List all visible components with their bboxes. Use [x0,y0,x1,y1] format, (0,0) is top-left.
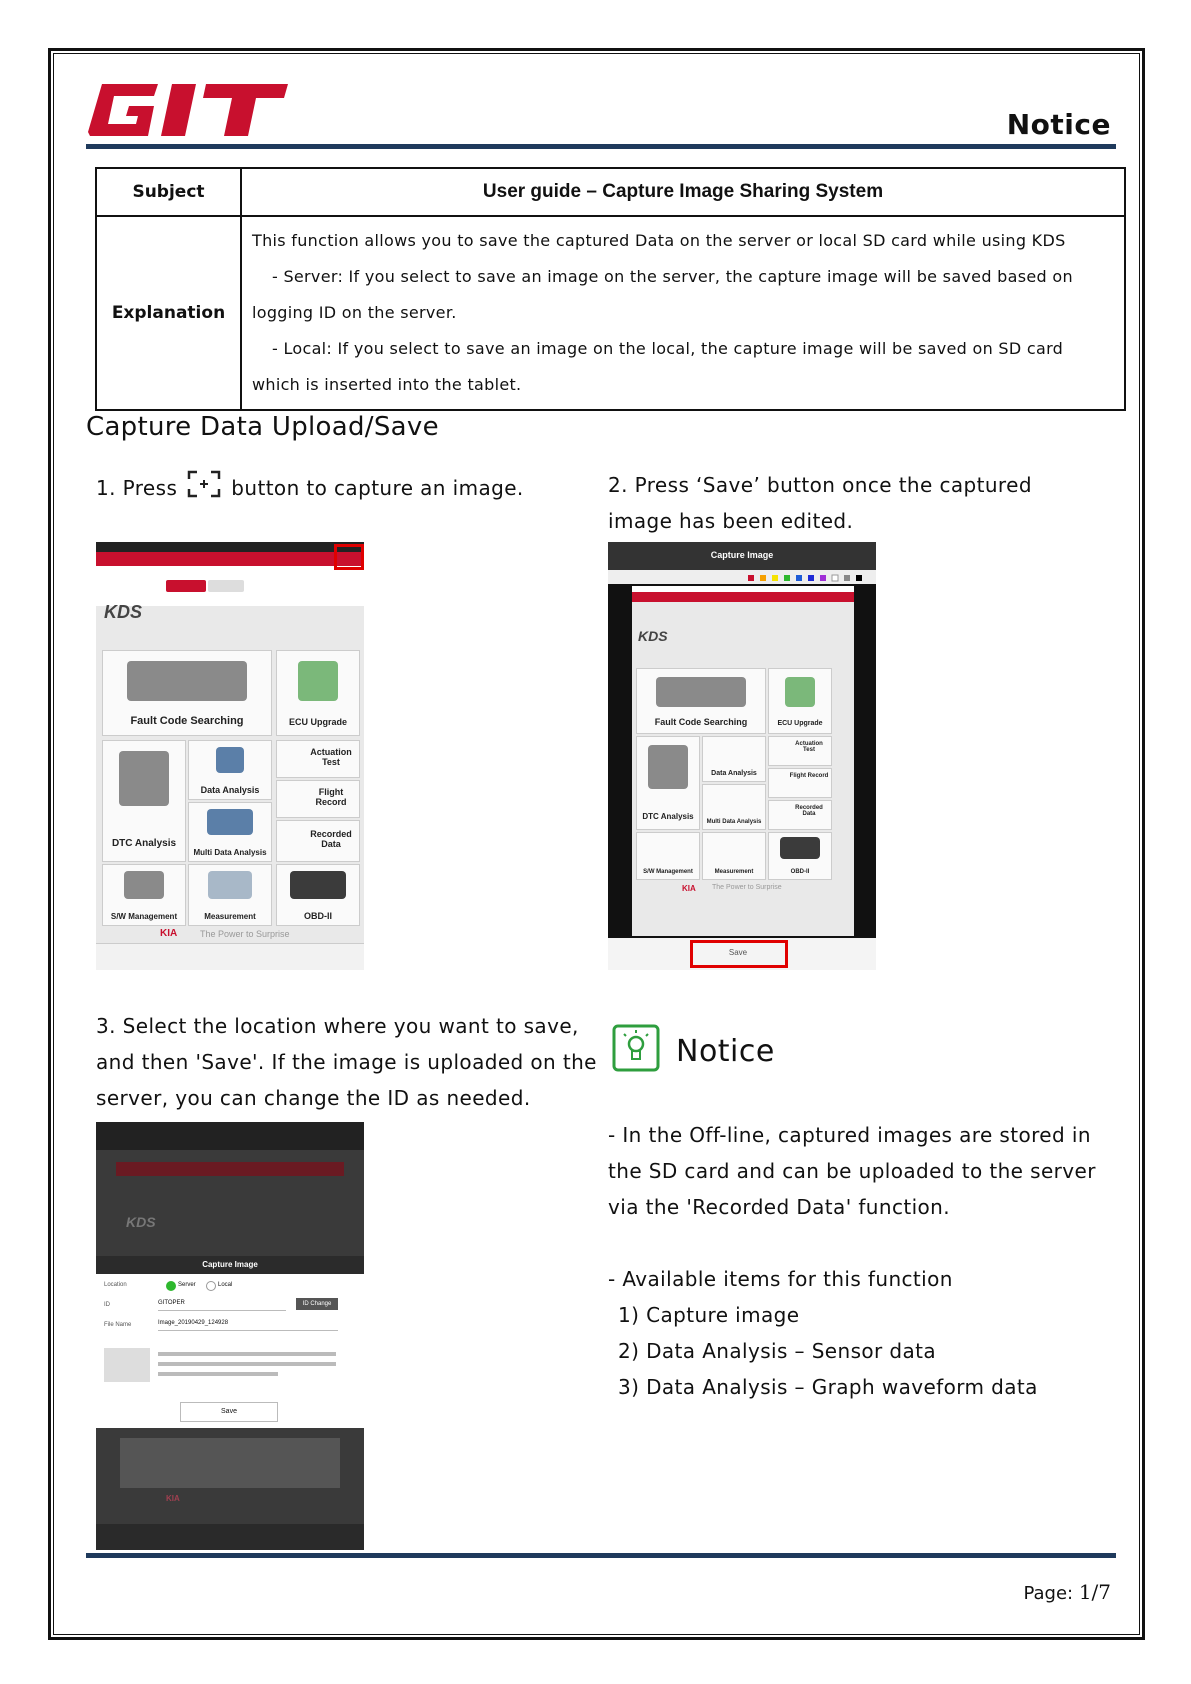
footer-rule [86,1553,1116,1558]
lightbulb-icon [612,1024,660,1076]
capture-dialog [96,1256,364,1428]
tile-measurement [702,832,766,880]
header-rule [86,144,1116,149]
dim-tiles [120,1438,340,1488]
save-dialog-screenshot [96,1122,364,1550]
tile-recorded [276,820,360,862]
tile-multi-data [702,784,766,830]
tile-dtc [102,740,186,862]
tile-obd [276,864,360,926]
notice-item: 2) Data Analysis – Sensor data [618,1339,937,1363]
page-number [1023,1580,1111,1604]
tile-data-analysis [702,736,766,782]
multi-data-icon [207,809,253,835]
location-label: Location [104,1282,127,1288]
tile-fault-code [636,668,766,734]
subject-label: Subject [96,168,241,216]
id-label: ID [104,1302,110,1308]
capture-title: Capture Image [710,550,774,560]
notice-line: the SD card and can be uploaded to the server [608,1159,1096,1183]
tile-label: Actuation Test [310,747,352,767]
bottom-nav [96,943,364,970]
tile-label: S/W Management [643,869,693,875]
capture-edit-screenshot [608,542,876,970]
notice-body [608,1117,1128,1405]
tile-label: Recorded Data [795,805,823,817]
obd-icon [290,871,346,899]
tile-label: OBD-II [790,869,810,875]
tile-label: ECU Upgrade [288,717,347,727]
tile-label: ECU Upgrade [777,720,823,727]
kds-logo: KDS [104,602,143,622]
kia-slogan: The Power to Surprise [712,884,782,891]
step-2-line: image has been edited. [608,509,854,533]
kds-logo: KDS [638,628,668,644]
capture-title-bar [608,542,876,570]
obd-icon [780,837,820,859]
notice-line: - Available items for this function [608,1267,953,1291]
kds-update-tab [166,580,206,592]
step-3-line: and then 'Save'. If the image is uploaded on the [96,1050,597,1074]
step-3 [96,1008,597,1116]
preview-redbar [632,592,854,602]
subject-value: User guide – Capture Image Sharing System [241,168,1125,216]
step-3-line: 3. Select the location where you want to save, [96,1014,579,1038]
tile-label: Fault Code Searching [654,717,748,727]
tile-label: DTC Analysis [111,838,177,849]
server-radio[interactable] [166,1281,176,1291]
tile-data-analysis [188,740,272,800]
notice-item: 1) Capture image [618,1303,800,1327]
kia-logo: KIA [682,884,696,893]
tile-sw [636,832,700,880]
step-2 [608,467,1032,539]
id-input[interactable]: GITOPER [158,1300,286,1311]
ecu-upgrade-icon [298,661,338,701]
color-toolbar [608,570,876,584]
git-logo [88,84,288,140]
tile-label: Recorded Data [310,829,352,849]
ecu-upgrade-icon [785,677,815,707]
notice-line: - In the Off-line, captured images are stored in [608,1123,1091,1147]
step-2-line: 2. Press ‘Save’ button once the captured [608,473,1032,497]
server-label: Server [178,1282,196,1288]
tile-label: Fault Code Searching [130,715,244,727]
tile-fault-code [102,650,272,736]
tabs-area [96,566,364,606]
page-value: 1/7 [1078,1580,1111,1604]
explanation-line: This function allows you to save the captured Data on the server or local SD card while using KDS [252,231,1066,250]
tile-label: Flight Record [789,773,829,779]
status-bar [96,542,364,552]
tile-recorded [768,800,832,830]
step-1 [96,470,524,509]
tile-flight [276,780,360,818]
kia-slogan: The Power to Surprise [200,929,290,939]
step-3-line: server, you can change the ID as needed. [96,1086,531,1110]
info-table [95,167,1126,411]
note-line [158,1362,336,1366]
sd-card-icon [104,1348,150,1382]
explanation-line: - Server: If you select to save an image on the server, the capture image will be saved based on [272,267,1073,286]
kds-logo: KDS [126,1214,156,1230]
fault-code-icon [127,661,247,701]
tile-obd [768,832,832,880]
tile-label: Multi Data Analysis [193,848,267,857]
explanation-line: logging ID on the server. [252,303,457,322]
capture-button-highlight [334,544,364,570]
dialog-title: Capture Image [96,1256,364,1274]
tile-multi-data [188,802,272,862]
dim-bottom [96,1524,364,1550]
tile-label: Data Analysis [711,770,757,777]
tile-label: DTC Analysis [642,812,694,821]
header-notice-label: Notice [1006,108,1111,141]
tile-label: Actuation Test [795,741,823,753]
dtc-icon [648,745,688,789]
dim-title-bar [96,1122,364,1150]
tsb-tab [208,580,244,592]
explanation-line: - Local: If you select to save an image on the local, the capture image will be saved on SD card [272,339,1064,358]
local-radio[interactable] [206,1281,216,1291]
note-line [158,1352,336,1356]
notice-title: Notice [676,1034,775,1069]
tile-label: Measurement [714,869,754,875]
capture-icon [187,470,221,509]
dtc-icon [119,751,169,806]
note-line [158,1372,278,1376]
captured-image-preview [632,586,854,936]
step-1-prefix: 1. Press [96,476,178,500]
tile-actuation [276,740,360,778]
save-button-highlight [690,940,788,968]
kia-logo: KIA [166,1494,180,1503]
tile-label: S/W Management [110,912,178,921]
data-analysis-icon [216,747,244,773]
filename-label: File Name [104,1322,132,1328]
section-title: Capture Data Upload/Save [86,412,439,442]
filename-input[interactable]: Image_20190429_124928 [158,1320,338,1331]
tile-sw [102,864,186,926]
sw-management-icon [124,871,164,899]
tile-label: OBD-II [304,911,332,921]
tile-ecu [276,650,360,736]
kia-logo: KIA [160,928,178,939]
tile-flight [768,768,832,798]
id-change-button[interactable]: ID Change [296,1298,338,1310]
explanation-label: Explanation [96,216,241,410]
color-swatches [608,571,876,585]
dialog-save-button[interactable]: Save [180,1402,278,1422]
notice-item: 3) Data Analysis – Graph waveform data [618,1375,1038,1399]
tile-label: Flight Record [315,787,347,807]
save-button[interactable]: Save [728,948,748,957]
notice-line: via the 'Recorded Data' function. [608,1195,951,1219]
explanation-line: which is inserted into the tablet. [252,375,522,394]
tile-ecu [768,668,832,734]
step-1-suffix: button to capture an image. [231,476,524,500]
explanation-value [241,216,1125,410]
kds-home-screenshot [96,542,364,970]
fault-code-icon [656,677,746,707]
tile-measurement [188,864,272,926]
tile-dtc [636,736,700,830]
page-label: Page: [1023,1583,1074,1604]
tile-label: Data Analysis [200,785,260,795]
tile-label: Multi Data Analysis [706,819,762,825]
tile-actuation [768,736,832,766]
local-label: Local [218,1282,233,1288]
measurement-icon [208,871,252,899]
vehicle-selection-bar [96,552,364,566]
tile-label: Measurement [204,912,256,921]
spacer [608,1225,1128,1261]
dim-redbar [116,1162,344,1176]
